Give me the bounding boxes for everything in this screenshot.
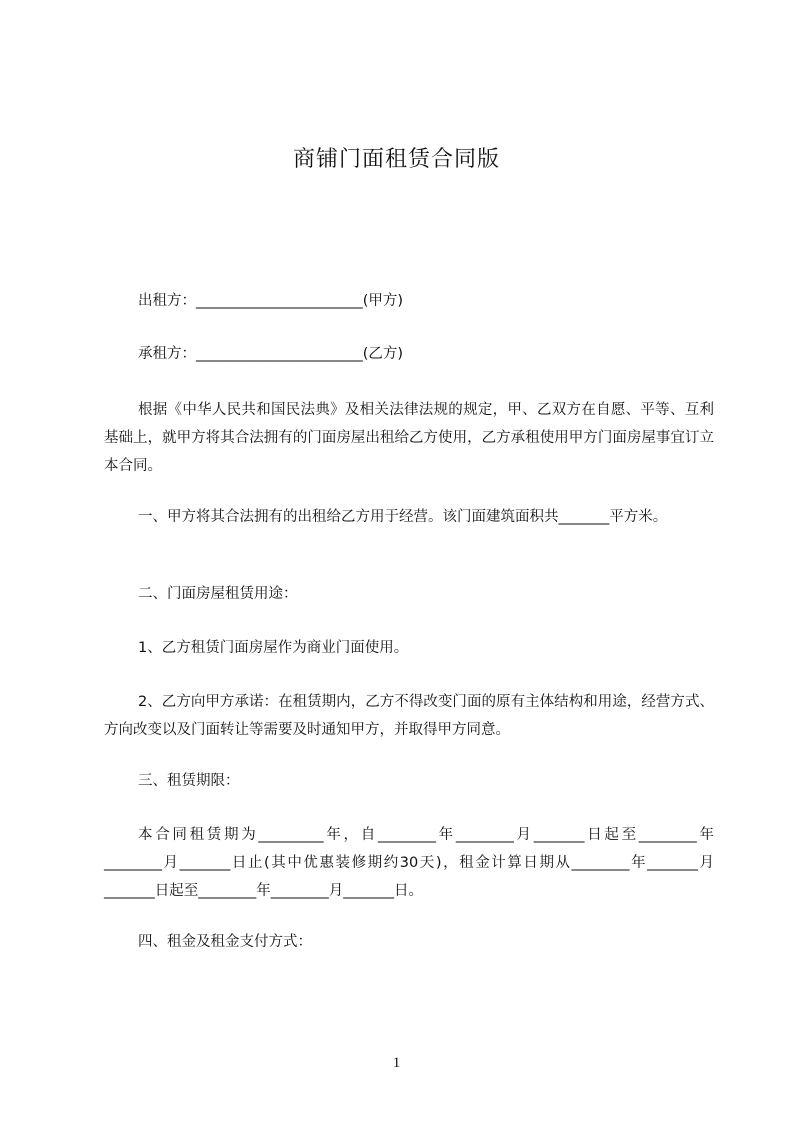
clause-1-paragraph: 一、甲方将其合法拥有的出租给乙方用于经营。该门面建筑面积共_______平方米。 xyxy=(138,509,668,525)
clause-4-heading: 四、租金及租金支付方式： xyxy=(138,934,312,950)
lessee-line: 承租方：_______________________(乙方) xyxy=(138,346,404,362)
page-number: 1 xyxy=(392,1055,401,1071)
preamble-paragraph: 根据《中华人民共和国民法典》及相关法律法规的规定，甲、乙双方在自愿、平等、互利基础上，就甲方将其合法拥有的门面房屋出租给乙方使用，乙方承租使用甲方门面房屋事宜订立本合同。 xyxy=(104,402,714,474)
page-title: 商铺门面租赁合同版 xyxy=(292,147,500,172)
clause-3-paragraph: 本合同租赁期为_________年，自________年________月_______日起至________年________月_______日止(其中优惠装修期约30天)，租金计算日期从________年_______月_______日起至________年________月_______日。 xyxy=(104,827,714,899)
clause-2-item-2: 2、乙方向甲方承诺：在租赁期内，乙方不得改变门面的原有主体结构和用途，经营方式、方向改变以及门面转让等需要及时通知甲方，并取得甲方同意。 xyxy=(104,694,714,738)
clause-2-heading: 二、门面房屋租赁用途： xyxy=(138,586,298,602)
clause-2-item-1: 1、乙方租赁门面房屋作为商业门面使用。 xyxy=(138,640,409,656)
lessor-line: 出租方：_______________________(甲方) xyxy=(138,293,404,309)
clause-3-heading: 三、租赁期限： xyxy=(138,773,240,789)
